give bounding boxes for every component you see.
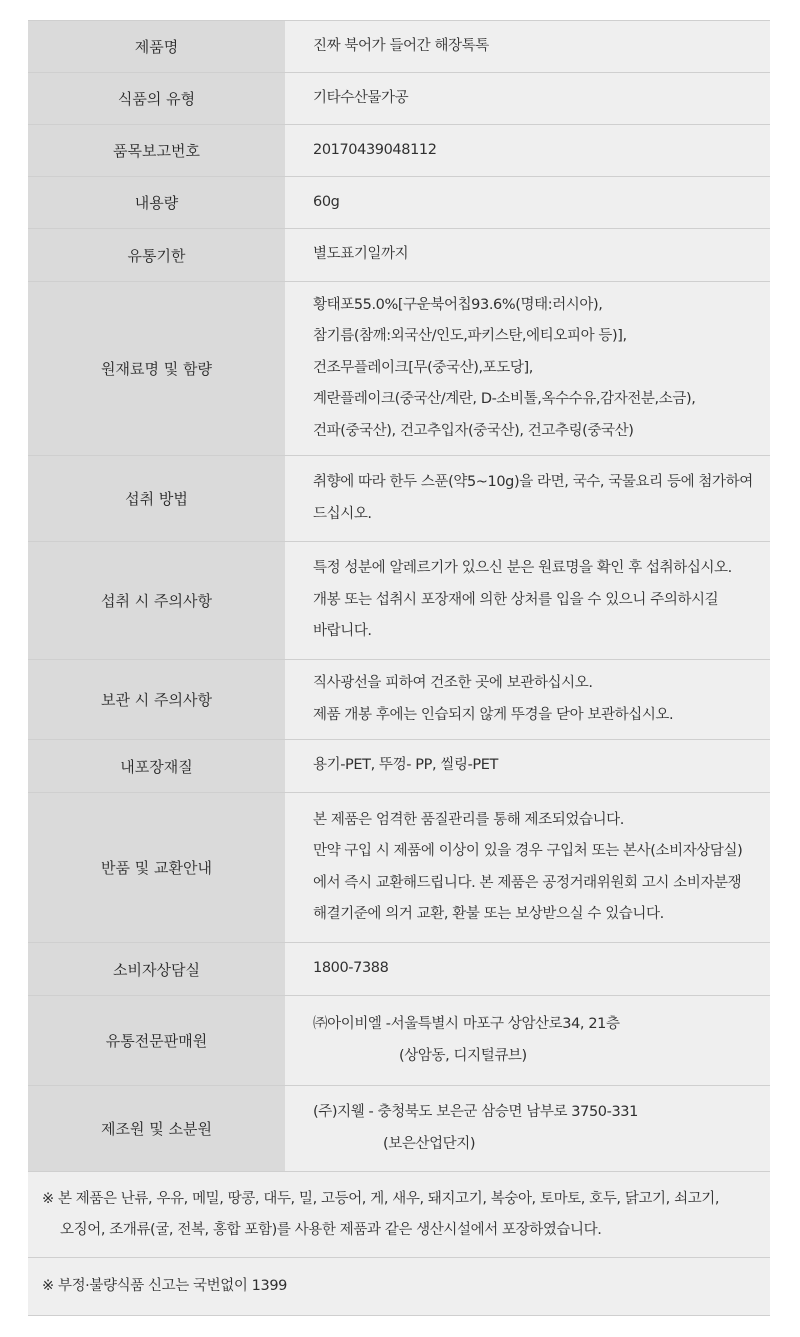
row-packaging (28, 740, 770, 793)
allergy-notice (28, 1172, 770, 1258)
row-label: 유통기한 (28, 229, 285, 281)
row-value (285, 943, 770, 995)
row-label: 원재료명 및 함량 (28, 282, 285, 455)
value-line: 계란플레이크(중국산/계란, D-소비톨,옥수수유,감자전분,소금), (313, 391, 696, 408)
row-value (285, 125, 770, 176)
value-line: 제품 개봉 후에는 인습되지 않게 뚜경을 닫아 보관하십시오. (313, 706, 674, 723)
value-line: 건파(중국산), 건고추입자(중국산), 건고추링(중국산) (313, 422, 634, 439)
row-distributor (28, 996, 770, 1086)
row-expiry (28, 229, 770, 282)
row-consumer-center (28, 943, 770, 996)
row-storage-caution (28, 660, 770, 740)
row-value (285, 996, 770, 1085)
value-line: 드십시오. (313, 505, 372, 522)
value-line: 60g (313, 193, 340, 210)
value-line: 기타수산물가공 (313, 89, 409, 106)
row-value (285, 229, 770, 281)
row-label: 섭취 시 주의사항 (28, 542, 285, 659)
row-value (285, 177, 770, 228)
row-label: 섭취 방법 (28, 456, 285, 541)
value-line: 20170439048112 (313, 141, 437, 158)
value-line: 1800-7388 (313, 960, 389, 977)
row-value (285, 660, 770, 739)
row-net-content (28, 177, 770, 229)
row-ingredients (28, 282, 770, 456)
report-notice (28, 1258, 770, 1316)
notice-line: ※ 본 제품은 난류, 우유, 메밀, 땅콩, 대두, 밀, 고등어, 게, 새우, 돼지고기, 복숭아, 토마토, 호두, 닭고기, 쇠고기, (42, 1191, 720, 1207)
row-product-name (28, 21, 770, 73)
value-line: (상암동, 디지털큐브) (399, 1047, 527, 1064)
row-manufacturer (28, 1086, 770, 1172)
value-line: 황태포55.0%[구운북어칩93.6%(명태:러시아), (313, 296, 603, 313)
row-how-to-eat (28, 456, 770, 542)
value-line: 건조무플레이크[무(중국산),포도당], (313, 359, 533, 376)
row-label: 보관 시 주의사항 (28, 660, 285, 739)
value-line: 직사광선을 피하여 건조한 곳에 보관하십시오. (313, 675, 593, 691)
row-value (285, 1086, 770, 1171)
row-label: 소비자상담실 (28, 943, 285, 995)
row-intake-caution (28, 542, 770, 660)
row-value (285, 793, 770, 942)
value-line: 에서 즉시 교환해드립니다. 본 제품은 공정거래위원회 고시 소비자분쟁 (313, 874, 742, 891)
value-line: (주)지웰 - 충청북도 보은군 삼승면 남부로 3750-331 (313, 1104, 638, 1120)
row-food-type (28, 73, 770, 125)
row-label: 반품 및 교환안내 (28, 793, 285, 942)
row-value (285, 740, 770, 792)
value-line: 용기-PET, 뚜껑- PP, 씰링-PET (313, 757, 498, 774)
value-line: ㈜아이비엘 -서울특별시 마포구 상암산로34, 21층 (313, 1016, 620, 1032)
value-line: 별도표기일까지 (313, 246, 409, 263)
row-label: 내포장재질 (28, 740, 285, 792)
value-line: 특정 성분에 알레르기가 있으신 분은 원료명을 확인 후 섭취하십시오. (313, 560, 732, 577)
row-label: 품목보고번호 (28, 125, 285, 176)
row-value (285, 73, 770, 124)
row-value (285, 21, 770, 72)
row-value (285, 456, 770, 541)
notice-line: ※ 부정·불량식품 신고는 국번없이 1399 (42, 1278, 287, 1294)
row-label: 내용량 (28, 177, 285, 228)
value-line: 만약 구입 시 제품에 이상이 있을 경우 구입처 또는 본사(소비자상담실) (313, 843, 743, 859)
notice-line: 오징어, 조개류(굴, 전복, 홍합 포함)를 사용한 제품과 같은 생산시설에서 포장하였습니다. (60, 1222, 602, 1238)
row-label: 제품명 (28, 21, 285, 72)
row-label: 제조원 및 소분원 (28, 1086, 285, 1171)
product-info-table (28, 20, 770, 1316)
value-line: 본 제품은 엄격한 품질관리를 통해 제조되었습니다. (313, 811, 625, 828)
value-line: 진짜 북어가 들어간 해장톡톡 (313, 37, 489, 54)
value-line: (보은산업단지) (383, 1135, 476, 1152)
value-line: 참기름(참깨:외국산/인도,파키스탄,에티오피아 등)], (313, 328, 627, 345)
row-return-exchange (28, 793, 770, 943)
row-value (285, 542, 770, 659)
row-report-number (28, 125, 770, 177)
row-label: 식품의 유형 (28, 73, 285, 124)
value-line: 취향에 따라 한두 스푼(약5~10g)을 라면, 국수, 국물요리 등에 첨가하여 (313, 474, 753, 490)
row-label: 유통전문판매원 (28, 996, 285, 1085)
value-line: 바랍니다. (313, 623, 372, 640)
value-line: 개봉 또는 섭취시 포장재에 의한 상처를 입을 수 있으니 주의하시길 (313, 591, 719, 608)
value-line: 해결기준에 의거 교환, 환불 또는 보상받으실 수 있습니다. (313, 906, 664, 922)
row-value (285, 282, 770, 455)
